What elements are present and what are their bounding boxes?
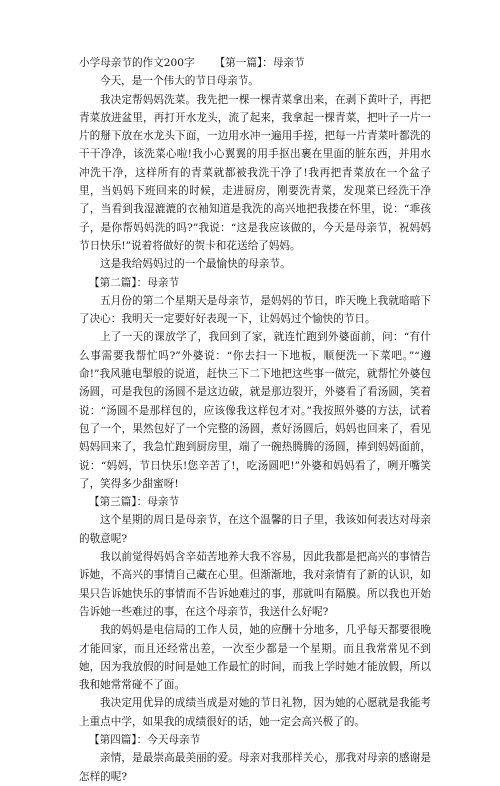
paragraph: 这个星期的周日是母亲节，在这个温馨的日子里，我该如何表达对母亲的敬意呢? [79, 514, 431, 545]
section-heading-4: 【第四篇】：今天母亲节 [89, 733, 201, 746]
section-heading-3: 【第三篇】：母亲节 [89, 496, 180, 509]
paragraph: 我决定用优异的成绩当成是对她的节日礼物，因为她的心愿就是我能考上重点中学，如果我的成绩很好的话，她一定会高兴极了的。 [79, 697, 431, 728]
paragraph: 我以前觉得妈妈含辛茹苦地养大我不容易，因此我都是把高兴的事情告诉她，不高兴的事情自己藏在心里。但渐渐地，我对亲情有了新的认识，如果只告诉她快乐的事情而不告诉她难过的事，那就叫有隔膜。所以我也开始告诉她一些难过的事，在这个母亲节，我送什么好呢? [79, 551, 431, 618]
section-heading-2: 【第二篇】：母亲节 [89, 276, 180, 289]
section-heading-1: 【第一篇】：母亲节 [214, 57, 305, 69]
paragraph: 我决定帮妈妈洗菜。我先把一棵一棵青菜拿出来，在剥下黄叶子，再把青菜放进盆里，再打开水龙头，流了起来，我拿起一棵青菜，把叶子一片一片的掰下放在水龙头下面，一边用水冲一遍用手搓，把每一片青菜叶都洗的干干净净，该洗菜心啦!我小心翼翼的用手抠出裹在里面的脏东西，并用水冲洗干净，这样所有的青菜就都被我洗干净了!我再把青菜放在一个盆子里，当妈妈下班回来的时候，走进厨房，刚要洗青菜，发现菜已经洗干净了，当看到我湿漉漉的衣袖知道是我洗的高兴地把我搂在怀里，说：“乖孩子，是你帮妈妈洗的吗?”我说：“这是我应该做的，今天是母亲节，祝妈妈节日快乐!”说着将做好的贺卡和花送给了妈妈。 [79, 93, 431, 252]
paragraph: 今天，是一个伟大的节日母亲节。 [100, 75, 259, 88]
document-body [79, 54, 431, 786]
paragraph: 五月份的第二个星期天是母亲节，是妈妈的节日，昨天晚上我就暗暗下了决心：我明天一定要好好表现一下，让妈妈过个愉快的节日。 [79, 294, 431, 326]
paragraph: 上了一天的课放学了，我回到了家，就连忙跑到外婆面前，问：“有什么事需要我帮忙吗?”外婆说：“你去扫一下地板，顺便洗一下菜吧。”“遵命!”我风驰电掣般的说道，赶快三下二下地把这些事一做完，就帮忙外婆包汤圆，可是我包的汤圆不是这边破，就是那边裂开，外婆看了看汤圆，笑着说：“汤圆不是那样包的，应该像我这样包才对。”我按照外婆的方法，试着包了一个，果然包好了一个完整的汤圆，煮好汤圆后，妈妈也回来了，看见妈妈回来了，我急忙跑到厨房里，端了一碗热腾腾的汤圆，捧到妈妈面前，说：“妈妈，节日快乐!您辛苦了!，吃汤圆吧!”外婆和妈妈看了，咧开嘴笑了，笑得多少甜蜜呀! [79, 331, 431, 490]
paragraph: 我的妈妈是电信局的工作人员，她的应酬十分地多，几乎每天都要很晚才能回家，而且还经常出差，一次至少都是一个星期。而且我常常见不到她，因为我放假的时间是她工作最忙的时间，而我上学时她才能放假，所以我和她常常碰不了面。 [79, 624, 431, 692]
paragraph: 这是我给妈妈过的一个最愉快的母亲节。 [100, 258, 291, 271]
document-title: 小学母亲节的作文200字 [79, 57, 195, 69]
title-line [79, 54, 431, 72]
paragraph: 亲情，是最崇高最美丽的爱。母亲对我那样关心，那我对母亲的感谢是怎样的呢? [79, 752, 431, 783]
